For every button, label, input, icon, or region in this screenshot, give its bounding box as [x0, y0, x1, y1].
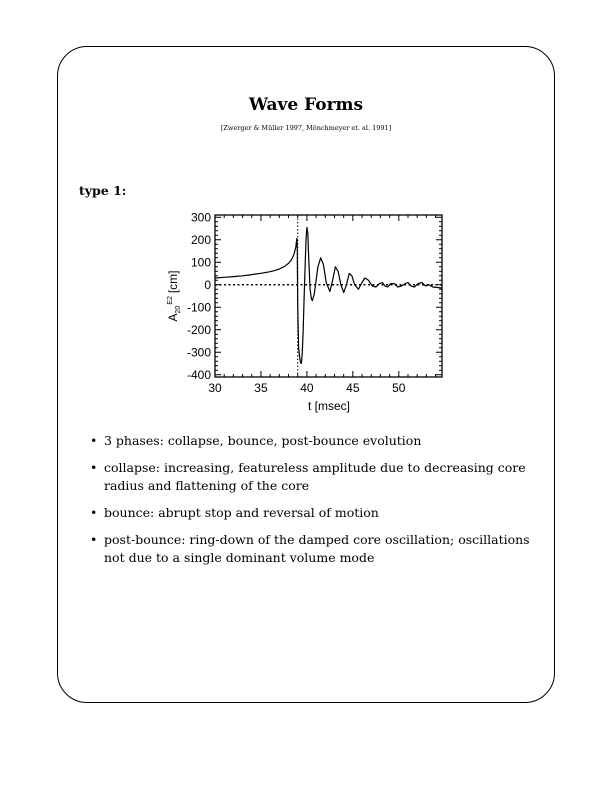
y-tick-label: -300 [186, 345, 211, 360]
x-tick-label: 45 [346, 381, 360, 395]
bullet-icon: • [90, 532, 98, 547]
x-tick-label: 40 [300, 381, 314, 395]
bullet-list [90, 432, 550, 576]
bullet-text: collapse: increasing, featureless amplitude due to decreasing core radius and flattening of the core [104, 460, 526, 493]
y-tick-label: -200 [186, 322, 211, 337]
bullet-item [90, 459, 550, 495]
section-label: type 1: [79, 183, 127, 198]
y-tick-label: 200 [190, 232, 211, 247]
y-tick-label: 0 [204, 277, 211, 292]
y-tick-label: -100 [186, 300, 211, 315]
waveform-line [215, 227, 442, 363]
y-tick-label: 100 [190, 255, 211, 270]
bullet-icon: • [90, 433, 98, 448]
bullet-item [90, 504, 550, 522]
bullet-text: post-bounce: ring-down of the damped core oscillation; oscillations not due to a single dominant volume mode [104, 532, 530, 565]
bullet-item [90, 432, 550, 450]
y-axis-label: $A_{20}^{E2}[cm]$ [166, 270, 182, 322]
bullet-text: 3 phases: collapse, bounce, post-bounce evolution [104, 433, 422, 448]
y-tick-label: -400 [186, 367, 211, 382]
x-tick-label: 50 [392, 381, 406, 395]
y-tick-label: 300 [190, 210, 211, 225]
bullet-item [90, 531, 550, 567]
citation: [Zwerger & Müller 1997, Mönchmeyer et. al. 1991] [220, 124, 392, 132]
bullet-icon: • [90, 460, 98, 475]
x-tick-label: 35 [254, 381, 268, 395]
plot-frame [215, 215, 442, 377]
page-title: Wave Forms [248, 95, 364, 115]
x-axis-label: t [msec] [307, 399, 351, 413]
bullet-icon: • [90, 505, 98, 520]
x-tick-label: 30 [208, 381, 222, 395]
bullet-text: bounce: abrupt stop and reversal of motion [104, 505, 379, 520]
